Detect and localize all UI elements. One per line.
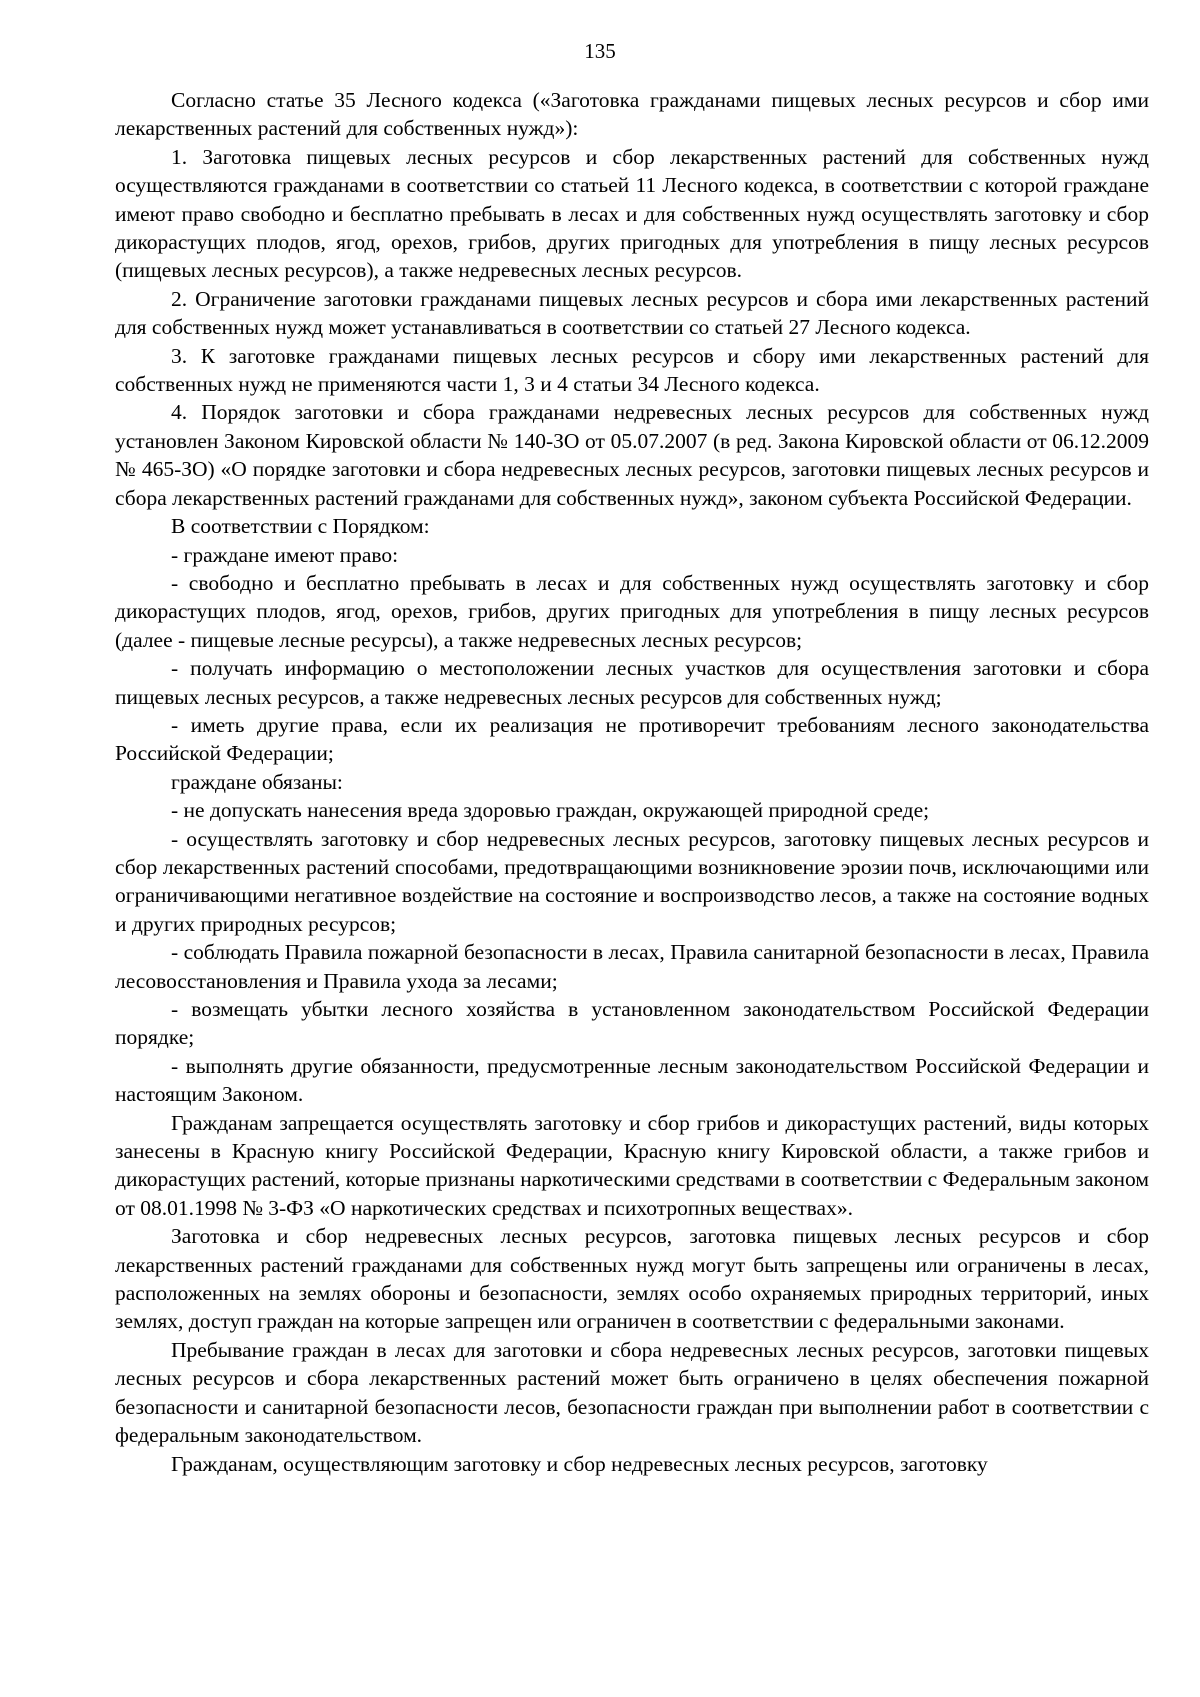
paragraph-duties-heading: граждане обязаны: [171,769,343,794]
paragraph-rights-heading: - граждане имеют право: [171,542,399,567]
paragraph-restriction-stay: Пребывание граждан в лесах для заготовки и сбора недревесных лесных ресурсов, заготовки пищевых лесных ресурсов и сбора лекарственных растений может быть ограничено в целях обеспечения пожарной безопасности и санитарной безопасности лесов, безопасности граждан при выполнении работ в соответствии с федеральным законодательством. [115,1337,1149,1448]
paragraph-continued: Гражданам, осуществляющим заготовку и сбор недревесных лесных ресурсов, заготовку [171,1451,988,1476]
paragraph-duty-2: - осуществлять заготовку и сбор недревесных лесных ресурсов, заготовку пищевых лесных ресурсов и сбор лекарственных растений способами, предотвращающими возникновение эрозии почв, исключающими или ограничивающими негативное воздействие на состояние и воспроизводство лесов, а также на состояние водных и других природных ресурсов; [115,826,1149,936]
paragraph-procedure-heading: В соответствии с Порядком: [171,514,430,539]
paragraph-duty-4: - возмещать убытки лесного хозяйства в установленном законодательством Российской Федерации порядке; [115,997,1149,1050]
paragraph-duty-5: - выполнять другие обязанности, предусмотренные лесным законодательством Российской Федерации и настоящим Законом. [115,1053,1149,1107]
paragraph-item-3: 3. К заготовке гражданами пищевых лесных ресурсов и сбору ими лекарственных растений для собственных нужд не применяются части 1, 3 и 4 статьи 34 Лесного кодекса. [115,343,1149,397]
paragraph-right-1: - свободно и бесплатно пребывать в лесах и для собственных нужд осуществлять заготовку и сбор дикорастущих плодов, ягод, орехов, грибов, других пригодных для употребления в пищу лесных ресурсов (далее - пищевые лесные ресурсы), а также недревесных лесных ресурсов; [115,570,1149,652]
paragraph-item-2: 2. Ограничение заготовки гражданами пищевых лесных ресурсов и сбора ими лекарственных растений для собственных нужд может устанавливаться в соответствии со статьей 27 Лесного кодекса. [115,286,1149,340]
paragraph-prohibition: Гражданам запрещается осуществлять заготовку и сбор грибов и дикорастущих растений, виды которых занесены в Красную книгу Российской Федерации, Красную книгу Кировской области, а также грибов и дикорастущих растений, которые признаны наркотическими средствами в соответствии с Федеральным законом от 08.01.1998 № 3-ФЗ «О наркотических средствах и психотропных веществах». [115,1110,1149,1220]
paragraph-right-2: - получать информацию о местоположении лесных участков для осуществления заготовки и сбора пищевых лесных ресурсов, а также недревесных лесных ресурсов для собственных нужд; [115,656,1149,709]
paragraph-intro: Согласно статье 35 Лесного кодекса («Заготовка гражданами пищевых лесных ресурсов и сбор ими лекарственных растений для собственных нужд»): [115,88,1149,141]
paragraph-restriction-lands: Заготовка и сбор недревесных лесных ресурсов, заготовка пищевых лесных ресурсов и сбор лекарственных растений гражданами для собственных нужд могут быть запрещены или ограничены в лесах, расположенных на землях обороны и безопасности, землях особо охраняемых природных территорий, иных землях, доступ граждан на которые запрещен или ограничен в соответствии с федеральными законами. [115,1224,1149,1334]
paragraph-duty-3: - соблюдать Правила пожарной безопасности в лесах, Правила санитарной безопасности в лесах, Правила лесовосстановления и Правила ухода за лесами; [115,940,1149,993]
paragraph-item-1: 1. Заготовка пищевых лесных ресурсов и сбор лекарственных растений для собственных нужд осуществляются гражданами в соответствии со статьей 11 Лесного кодекса, в соответствии с которой граждане имеют право свободно и бесплатно пребывать в лесах и для собственных нужд осуществлять заготовку и сбор дикорастущих плодов, ягод, орехов, грибов, других пригодных для употребления в пищу лесных ресурсов (пищевых лесных ресурсов), а также недревесных лесных ресурсов. [115,144,1149,283]
paragraph-right-3: - иметь другие права, если их реализация не противоречит требованиям лесного законодательства Российской Федерации; [115,712,1149,766]
document-body [115,86,1149,1478]
paragraph-item-4: 4. Порядок заготовки и сбора гражданами недревесных лесных ресурсов для собственных нужд установлен Законом Кировской области № 140-ЗО от 05.07.2007 (в ред. Закона Кировской области от 06.12.2009 № 465-ЗО) «О порядке заготовки и сбора недревесных лесных ресурсов, заготовки пищевых лесных ресурсов и сбора лекарственных растений гражданами для собственных нужд», законом субъекта Российской Федерации. [115,400,1149,510]
page-number: 135 [584,39,616,63]
paragraph-duty-1: - не допускать нанесения вреда здоровью граждан, окружающей природной среде; [171,798,930,823]
